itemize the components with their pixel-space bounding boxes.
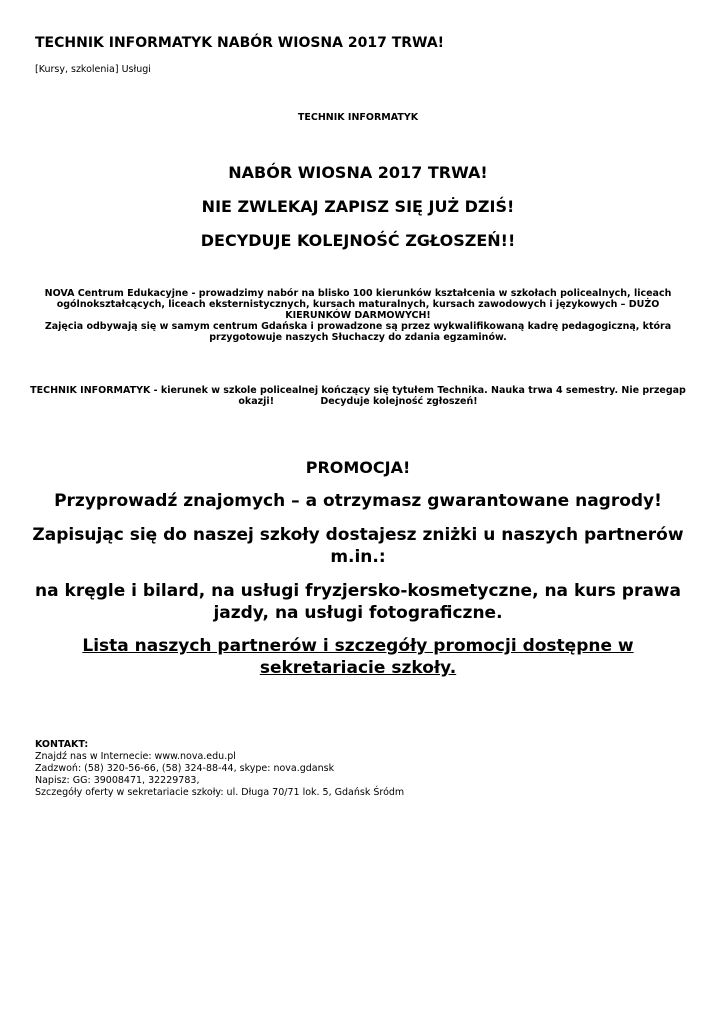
contact-block: [35, 739, 404, 799]
promo-line-discounts: Zapisując się do naszej szkoły dostajesz zniżki u naszych partnerów m.in.:: [32, 525, 684, 567]
headline-order: DECYDUJE KOLEJNOŚĆ ZGŁOSZEŃ!!: [200, 231, 516, 250]
promo-line-friends: Przyprowadź znajomych – a otrzymasz gwarantowane nagrody!: [54, 491, 662, 511]
document-category: [Kursy, szkolenia] Usługi: [35, 64, 151, 75]
section-label: TECHNIK INFORMATYK: [297, 112, 419, 123]
headline-enrollment: NABÓR WIOSNA 2017 TRWA!: [228, 163, 488, 182]
intro-paragraph: [28, 288, 688, 343]
contact-address: Szczegóły oferty w sekretariacie szkoły: ul. Długa 70/71 lok. 5, Gdańsk Śródm: [35, 787, 405, 798]
contact-phone: Zadzwoń: (58) 320-56-66, (58) 324-88-44, skype: nova.gdansk: [35, 763, 335, 774]
promo-line-services: na kręgle i bilard, na usługi fryzjersko-kosmetyczne, na kurs prawa jazdy, na usługi fotograficzne.: [35, 581, 681, 623]
intro-paragraph-line-1: NOVA Centrum Edukacyjne - prowadzimy nabór na blisko 100 kierunków kształcenia w szkołach policealnych, liceach ogólnokształcących, liceach eksternistycznych, kursach maturalnych, kursach zawodowych i językowych – DUŻO KIERUNKÓW DARMOWYCH!: [44, 288, 672, 321]
headline-signup: NIE ZWLEKAJ ZAPISZ SIĘ JUŻ DZIŚ!: [201, 197, 515, 216]
promo-line-partners: Lista naszych partnerów i szczegóły promocji dostępne w sekretariacie szkoły.: [82, 636, 634, 678]
promo-title: PROMOCJA!: [305, 458, 411, 477]
contact-website: Znajdź nas w Internecie: www.nova.edu.pl: [35, 751, 236, 762]
contact-messenger: Napisz: GG: 39008471, 32229783,: [35, 775, 200, 786]
document-title: TECHNIK INFORMATYK NABÓR WIOSNA 2017 TRWA!: [35, 35, 445, 51]
contact-label: KONTAKT:: [35, 739, 89, 750]
intro-paragraph-line-2: Zajęcia odbywają się w samym centrum Gdańska i prowadzone są przez wykwalifikowaną kadrę pedagogiczną, która przygotowuje naszych Słuchaczy do zdania egzaminów.: [44, 321, 672, 343]
technik-paragraph: TECHNIK INFORMATYK - kierunek w szkole policealnej kończący się tytułem Technika. Nauka trwa 4 semestry. Nie przegap okazji! Decyduje kolejność zgłoszeń!: [30, 385, 690, 407]
